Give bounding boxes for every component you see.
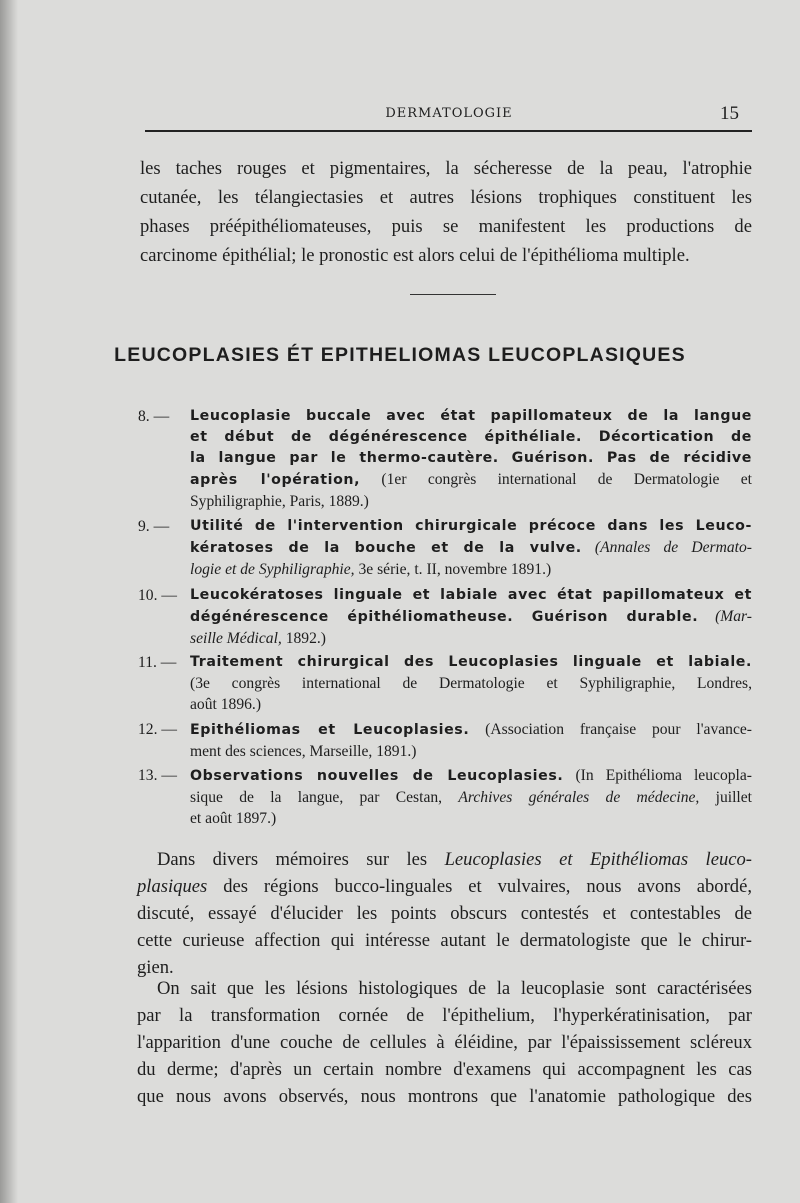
text-fragment: des régions bucco-linguales et vulvaires, nous avons abordé, [207, 876, 752, 897]
running-header [145, 103, 753, 125]
entry-title-fragment: dégénérescence épithéliomatheuse. Guérison durable. [190, 609, 699, 625]
entry-title-line: Leucoplasie buccale avec état papillomateux de la langue [190, 408, 752, 424]
text-line: cette curieuse affection qui intéresse autant le dermatologiste que le chirur- [137, 930, 752, 951]
text-line: du derme; d'après un certain nombre d'examens qui accompagnent les cas [137, 1059, 752, 1080]
entry-line: août 1896.) [190, 696, 262, 713]
entry-line: et août 1897.) [190, 810, 277, 827]
entry-number: 13. — [138, 767, 177, 784]
text-line: l'apparition d'une couche de cellules à éléidine, par l'épaississement scléreux [137, 1032, 752, 1053]
intro-paragraph [140, 154, 752, 270]
entry-line [190, 628, 752, 649]
entry-number: 9. — [138, 518, 170, 535]
text-line [137, 846, 752, 873]
text-line: phases préépithéliomateuses, puis se manifestent les productions de [140, 216, 752, 237]
bibliography-entry [138, 765, 752, 829]
page-number: 15 [720, 103, 739, 124]
entry-line [190, 719, 752, 741]
entry-source: (In Epithélioma leucopla- [563, 767, 752, 784]
text-line [137, 873, 752, 900]
running-title: DERMATOLOGIE [385, 106, 513, 121]
text-line: cutanée, les télangiectasies et autres lésions trophiques constituent les [140, 187, 752, 208]
entry-title-fragment: kératoses de la bouche et de la vulve. [190, 540, 582, 556]
entry-journal: logie et de Syphiligraphie, [190, 561, 355, 578]
text-line: que nous avons observés, nous montrons que l'anatomie pathologique des [137, 1086, 752, 1107]
bibliography-entry [138, 719, 752, 762]
entry-line: (3e congrès international de Dermatologie et Syphiligraphie, Londres, [190, 675, 752, 692]
text-fragment: Dans divers mémoires sur les [157, 849, 445, 870]
text-italic: Leucoplasies et Epithéliomas leuco- [444, 849, 752, 870]
text-line: discuté, essayé d'élucider les points obscurs contestés et contestables de [137, 903, 752, 924]
entry-source: (Association française pour l'avance- [469, 721, 752, 738]
entry-title-line: Leucokératoses linguale et labiale avec état papillomateux et [190, 587, 752, 603]
entry-journal: (Mar- [698, 608, 753, 625]
entry-line [190, 559, 752, 580]
page-edge-shadow [0, 0, 18, 1203]
entry-line [190, 787, 752, 808]
bibliography-entry [138, 516, 752, 580]
entry-journal: (Annales de Dermato- [581, 539, 752, 556]
entry-title-line: et début de dégénérescence épithéliale. Décortication de [190, 429, 752, 445]
entry-line: Syphiligraphie, Paris, 1889.) [190, 493, 369, 510]
entry-number: 10. — [138, 587, 177, 604]
entry-source: (1er congrès international de Dermatologie et [360, 471, 752, 488]
entry-line [190, 469, 752, 491]
body-paragraph [137, 975, 752, 1110]
section-title: LEUCOPLASIES ÉT EPITHELIOMAS LEUCOPLASIQUES [114, 344, 686, 366]
text-line: gien. [137, 957, 174, 978]
entry-title-fragment: Epithéliomas et Leucoplasies. [190, 722, 470, 738]
entry-title-line: Utilité de l'intervention chirurgicale précoce dans les Leuco- [190, 518, 752, 534]
entry-source: 1892.) [281, 630, 326, 647]
entry-title-fragment: Observations nouvelles de Leucoplasies. [190, 768, 564, 784]
text-italic: plasiques [137, 876, 208, 897]
entry-number: 12. — [138, 721, 177, 738]
section-divider [410, 294, 496, 295]
bibliography-entry [138, 585, 752, 649]
entry-number: 11. — [138, 654, 177, 671]
entry-line [190, 606, 752, 628]
header-rule [145, 130, 752, 132]
bibliography-entry [138, 406, 752, 512]
entry-source: sique de la langue, par Cestan, [190, 789, 459, 806]
entry-title-fragment: après l'opération, [190, 472, 361, 488]
entry-source: 3e série, t. II, novembre 1891.) [354, 561, 552, 578]
entry-line [190, 765, 752, 787]
entry-title-line: Traitement chirurgical des Leucoplasies linguale et labiale. [190, 654, 752, 670]
text-line: carcinome épithélial; le pronostic est alors celui de l'épithélioma multiple. [140, 245, 690, 266]
text-line: les taches rouges et pigmentaires, la sécheresse de la peau, l'atrophie [140, 158, 752, 179]
entry-title-line: la langue par le thermo-cautère. Guérison. Pas de récidive [190, 450, 752, 466]
entry-journal: Archives générales de médecine, [458, 789, 700, 806]
entry-journal: seille Médical, [190, 630, 282, 647]
text-line: par la transformation cornée de l'épithelium, l'hyperkératinisation, par [137, 1005, 752, 1026]
entry-line: ment des sciences, Marseille, 1891.) [190, 743, 417, 760]
entry-source: juillet [699, 789, 752, 806]
text-line: On sait que les lésions histologiques de la leucoplasie sont caractérisées [157, 978, 752, 999]
entry-line [190, 537, 752, 559]
entry-number: 8. — [138, 408, 170, 425]
body-paragraph [137, 846, 752, 981]
bibliography-entry [138, 652, 752, 715]
